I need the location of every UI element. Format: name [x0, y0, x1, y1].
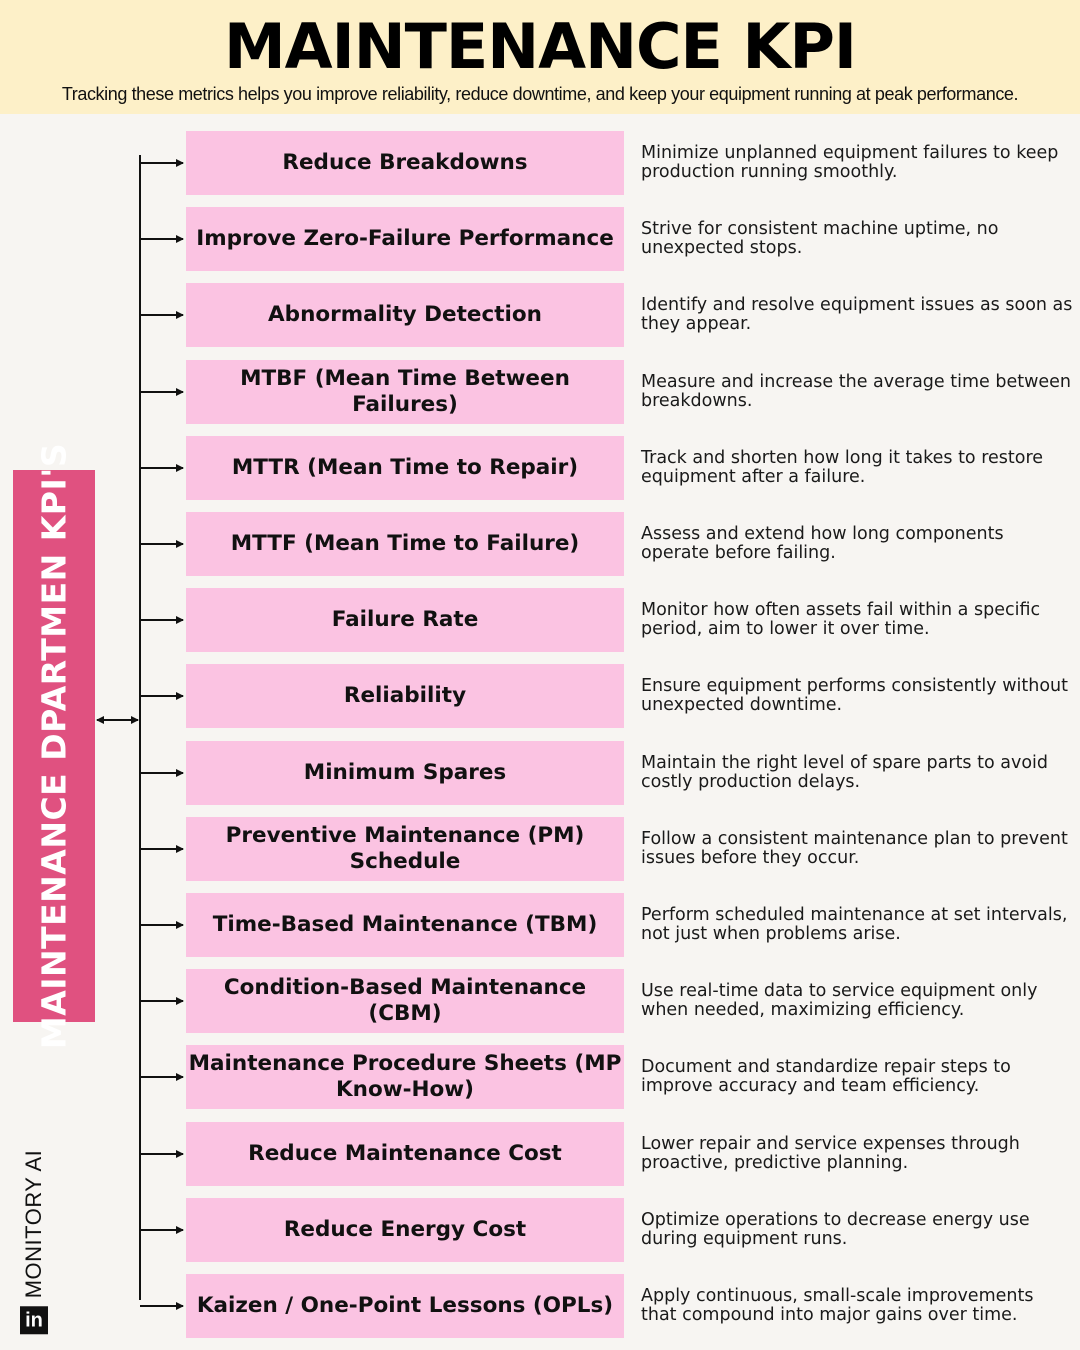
kpi-title-box: Preventive Maintenance (PM) Schedule — [186, 817, 624, 881]
kpi-title-box: Minimum Spares — [186, 741, 624, 805]
kpi-title-box: Reduce Maintenance Cost — [186, 1122, 624, 1186]
kpi-title-box: MTBF (Mean Time Between Failures) — [186, 360, 624, 424]
brand-name: MONITORY AI — [21, 1149, 46, 1299]
kpi-row — [0, 131, 1080, 195]
kpi-row — [0, 817, 1080, 881]
kpi-description: Strive for consistent machine uptime, no unexpected stops. — [641, 219, 999, 258]
kpi-description: Monitor how often assets fail within a specific period, aim to lower it over time. — [641, 600, 1041, 639]
kpi-title-box: Reduce Energy Cost — [186, 1198, 624, 1262]
kpi-row — [0, 893, 1080, 957]
kpi-title-box: Abnormality Detection — [186, 283, 624, 347]
kpi-title-box: Time-Based Maintenance (TBM) — [186, 893, 624, 957]
kpi-row — [0, 1198, 1080, 1262]
kpi-description: Apply continuous, small-scale improvements that compound into major gains over time. — [641, 1286, 1034, 1325]
kpi-description: Perform scheduled maintenance at set intervals, not just when problems arise. — [641, 905, 1068, 944]
kpi-row — [0, 969, 1080, 1033]
kpi-description: Optimize operations to decrease energy use during equipment runs. — [641, 1210, 1030, 1249]
brand-mark — [20, 1150, 48, 1335]
kpi-row — [0, 1045, 1080, 1109]
kpi-title-box: Reliability — [186, 664, 624, 728]
kpi-title-box: Maintenance Procedure Sheets (MP Know-How) — [186, 1045, 624, 1109]
kpi-description: Identify and resolve equipment issues as soon as they appear. — [641, 295, 1073, 334]
linkedin-icon: in — [20, 1306, 48, 1334]
kpi-row — [0, 741, 1080, 805]
side-label: MAINTENANCE DPARTMEN KPI'S — [34, 442, 74, 1050]
kpi-title-box: Improve Zero-Failure Performance — [186, 207, 624, 271]
kpi-row — [0, 360, 1080, 424]
kpi-row — [0, 283, 1080, 347]
kpi-title-box: MTTF (Mean Time to Failure) — [186, 512, 624, 576]
kpi-row — [0, 1122, 1080, 1186]
kpi-description: Minimize unplanned equipment failures to keep production running smoothly. — [641, 143, 1059, 182]
kpi-description: Lower repair and service expenses through proactive, predictive planning. — [641, 1134, 1020, 1173]
kpi-title-box: Failure Rate — [186, 588, 624, 652]
kpi-description: Use real-time data to service equipment only when needed, maximizing efficiency. — [641, 981, 1038, 1020]
kpi-description: Track and shorten how long it takes to restore equipment after a failure. — [641, 448, 1044, 487]
kpi-description: Document and standardize repair steps to improve accuracy and team efficiency. — [641, 1057, 1011, 1096]
page-title: MAINTENANCE KPI — [223, 10, 857, 83]
kpi-title-box: Reduce Breakdowns — [186, 131, 624, 195]
kpi-row — [0, 207, 1080, 271]
kpi-row — [0, 436, 1080, 500]
kpi-row — [0, 664, 1080, 728]
kpi-title-box: Condition-Based Maintenance (CBM) — [186, 969, 624, 1033]
kpi-row — [0, 512, 1080, 576]
kpi-title-box: Kaizen / One-Point Lessons (OPLs) — [186, 1274, 624, 1338]
kpi-row — [0, 1274, 1080, 1338]
kpi-description: Measure and increase the average time between breakdowns. — [641, 372, 1072, 411]
kpi-description: Follow a consistent maintenance plan to prevent issues before they occur. — [641, 829, 1068, 868]
page-subtitle: Tracking these metrics helps you improve reliability, reduce downtime, and keep your equipment running at peak performance. — [61, 84, 1019, 104]
kpi-title-box: MTTR (Mean Time to Repair) — [186, 436, 624, 500]
kpi-description: Assess and extend how long components operate before failing. — [641, 524, 1004, 563]
kpi-row — [0, 588, 1080, 652]
kpi-description: Maintain the right level of spare parts to avoid costly production delays. — [641, 753, 1048, 792]
kpi-description: Ensure equipment performs consistently without unexpected downtime. — [641, 676, 1068, 715]
